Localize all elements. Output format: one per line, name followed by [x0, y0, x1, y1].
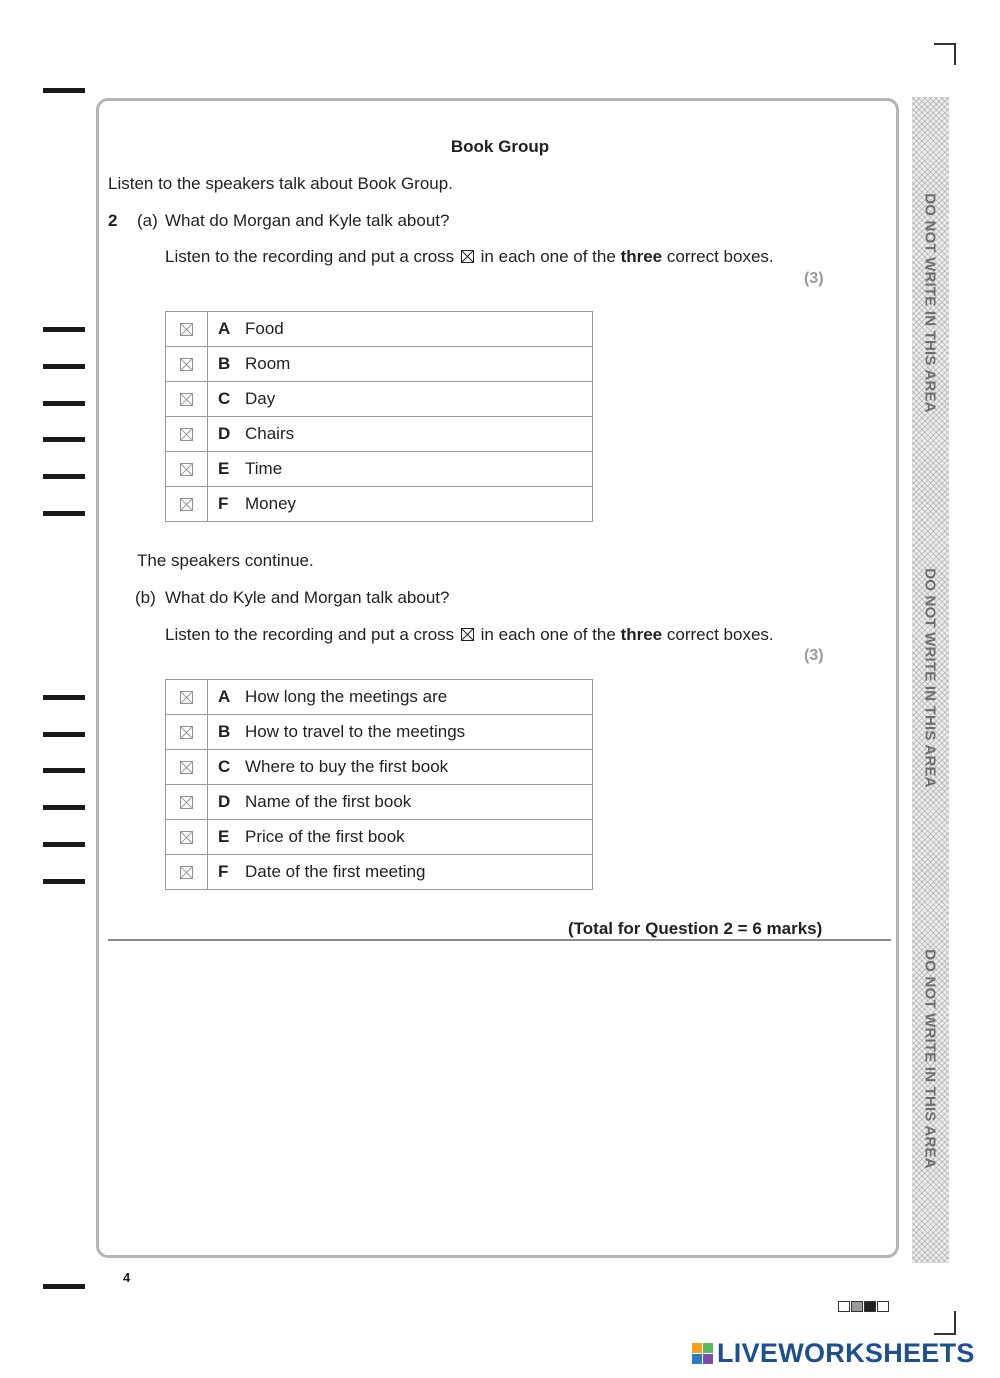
- option-text: Time: [245, 459, 283, 478]
- logo-mark-tile: [692, 1354, 702, 1364]
- option-text: How long the meetings are: [245, 687, 448, 706]
- option-text: Where to buy the first book: [245, 757, 449, 776]
- cross-box-icon: [180, 691, 193, 704]
- option-text: How to travel to the meetings: [245, 722, 466, 741]
- question-total: (Total for Question 2 = 6 marks): [568, 919, 823, 938]
- option-text: Chairs: [245, 424, 295, 443]
- option-text: Food: [245, 319, 284, 338]
- instruction-pre: Listen to the recording and put a cross: [165, 625, 455, 644]
- margin-tick: [43, 327, 85, 332]
- option-letter: E: [218, 827, 230, 846]
- cross-box-icon: [180, 393, 193, 406]
- cross-box-icon: [180, 866, 193, 879]
- part-b-question: What do Kyle and Morgan talk about?: [165, 588, 450, 607]
- part-b-instruction: [165, 625, 774, 645]
- option-checkbox[interactable]: [166, 785, 208, 820]
- option-letter: D: [218, 792, 231, 811]
- page-number: 4: [123, 1270, 131, 1285]
- option-letter: F: [218, 494, 229, 513]
- part-a-label: (a): [137, 211, 158, 230]
- margin-tick: [43, 437, 85, 442]
- option-checkbox[interactable]: [166, 312, 208, 347]
- cross-box-icon: [461, 250, 474, 263]
- option-cell: [208, 785, 593, 820]
- table-row[interactable]: [166, 487, 593, 522]
- option-text: Price of the first book: [245, 827, 405, 846]
- table-row[interactable]: [166, 452, 593, 487]
- instruction-post: correct boxes.: [666, 625, 774, 644]
- instruction-pre: Listen to the recording and put a cross: [165, 247, 455, 266]
- table-row[interactable]: [166, 417, 593, 452]
- margin-tick: [43, 88, 85, 93]
- option-checkbox[interactable]: [166, 487, 208, 522]
- option-letter: A: [218, 687, 231, 706]
- option-checkbox[interactable]: [166, 715, 208, 750]
- table-row[interactable]: [166, 347, 593, 382]
- intro-text: Listen to the speakers talk about Book Group.: [108, 174, 453, 193]
- instruction-bold: three: [620, 247, 663, 266]
- cross-box-icon: [180, 498, 193, 511]
- margin-tick: [43, 879, 85, 884]
- margin-tick: [43, 732, 85, 737]
- margin-tick: [43, 695, 85, 700]
- table-row[interactable]: [166, 855, 593, 890]
- cross-box-icon: [180, 726, 193, 739]
- option-text: Room: [245, 354, 291, 373]
- logo-mark-tile: [703, 1354, 713, 1364]
- cross-box-icon: [180, 761, 193, 774]
- cross-box-icon: [180, 463, 193, 476]
- option-letter: C: [218, 389, 231, 408]
- option-cell: [208, 855, 593, 890]
- cross-box-icon: [461, 628, 474, 641]
- cross-box-icon: [180, 323, 193, 336]
- question-number: 2: [108, 211, 118, 230]
- table-row[interactable]: [166, 680, 593, 715]
- option-cell: [208, 452, 593, 487]
- part-a-options-table: [165, 311, 593, 522]
- cross-box-icon: [180, 831, 193, 844]
- instruction-bold: three: [620, 625, 663, 644]
- option-text: Day: [245, 389, 276, 408]
- table-row[interactable]: [166, 312, 593, 347]
- part-b-options-table: [165, 679, 593, 890]
- margin-tick: [43, 511, 85, 516]
- option-cell: [208, 487, 593, 522]
- option-letter: E: [218, 459, 230, 478]
- option-cell: [208, 382, 593, 417]
- option-cell: [208, 347, 593, 382]
- option-text: Money: [245, 494, 297, 513]
- crop-mark-bottom-right-v: [954, 1311, 956, 1333]
- part-b-marks: (3): [804, 647, 824, 664]
- option-checkbox[interactable]: [166, 750, 208, 785]
- part-a-marks: (3): [804, 270, 824, 287]
- option-letter: C: [218, 757, 231, 776]
- question-panel: [96, 98, 899, 1258]
- margin-tick: [43, 474, 85, 479]
- instruction-mid: in each one of the: [480, 625, 616, 644]
- crop-mark-top-right-v: [954, 43, 956, 65]
- table-row[interactable]: [166, 715, 593, 750]
- table-row[interactable]: [166, 382, 593, 417]
- part-a-instruction: [165, 247, 774, 267]
- barcode-square: [877, 1301, 889, 1312]
- option-checkbox[interactable]: [166, 680, 208, 715]
- margin-tick: [43, 1284, 85, 1289]
- barcode-square: [838, 1301, 850, 1312]
- option-checkbox[interactable]: [166, 452, 208, 487]
- option-checkbox[interactable]: [166, 382, 208, 417]
- cross-box-icon: [180, 796, 193, 809]
- instruction-post: correct boxes.: [666, 247, 774, 266]
- option-cell: [208, 680, 593, 715]
- option-letter: F: [218, 862, 229, 881]
- divider: [108, 939, 891, 941]
- instruction-mid: in each one of the: [480, 247, 616, 266]
- option-checkbox[interactable]: [166, 417, 208, 452]
- section-title: Book Group: [450, 137, 550, 156]
- part-a-question: What do Morgan and Kyle talk about?: [165, 211, 450, 230]
- logo-mark: [692, 1343, 713, 1364]
- crop-mark-top-right-h: [934, 43, 956, 45]
- table-row[interactable]: [166, 820, 593, 855]
- option-letter: B: [218, 722, 231, 741]
- option-text: Name of the first book: [245, 792, 412, 811]
- option-checkbox[interactable]: [166, 347, 208, 382]
- barcode-square: [864, 1301, 876, 1312]
- option-checkbox[interactable]: [166, 820, 208, 855]
- margin-tick: [43, 364, 85, 369]
- option-cell: [208, 715, 593, 750]
- part-b-label: (b): [135, 588, 156, 607]
- logo-text: LIVEWORKSHEETS: [717, 1338, 975, 1368]
- table-row[interactable]: [166, 750, 593, 785]
- option-letter: B: [218, 354, 231, 373]
- continue-text: The speakers continue.: [137, 551, 314, 570]
- option-checkbox[interactable]: [166, 855, 208, 890]
- margin-tick: [43, 842, 85, 847]
- margin-tick: [43, 768, 85, 773]
- option-cell: [208, 750, 593, 785]
- table-row[interactable]: [166, 785, 593, 820]
- margin-tick: [43, 401, 85, 406]
- cross-box-icon: [180, 428, 193, 441]
- option-letter: D: [218, 424, 231, 443]
- logo-mark-tile: [692, 1343, 702, 1353]
- option-cell: [208, 820, 593, 855]
- liveworksheets-logo-icon: [692, 1338, 975, 1369]
- cross-box-icon: [180, 358, 193, 371]
- crop-mark-bottom-right-h: [934, 1333, 956, 1335]
- option-cell: [208, 417, 593, 452]
- logo-mark-tile: [703, 1343, 713, 1353]
- option-letter: A: [218, 319, 231, 338]
- option-cell: [208, 312, 593, 347]
- margin-tick: [43, 805, 85, 810]
- barcode-square: [851, 1301, 863, 1312]
- option-text: Date of the first meeting: [245, 862, 426, 881]
